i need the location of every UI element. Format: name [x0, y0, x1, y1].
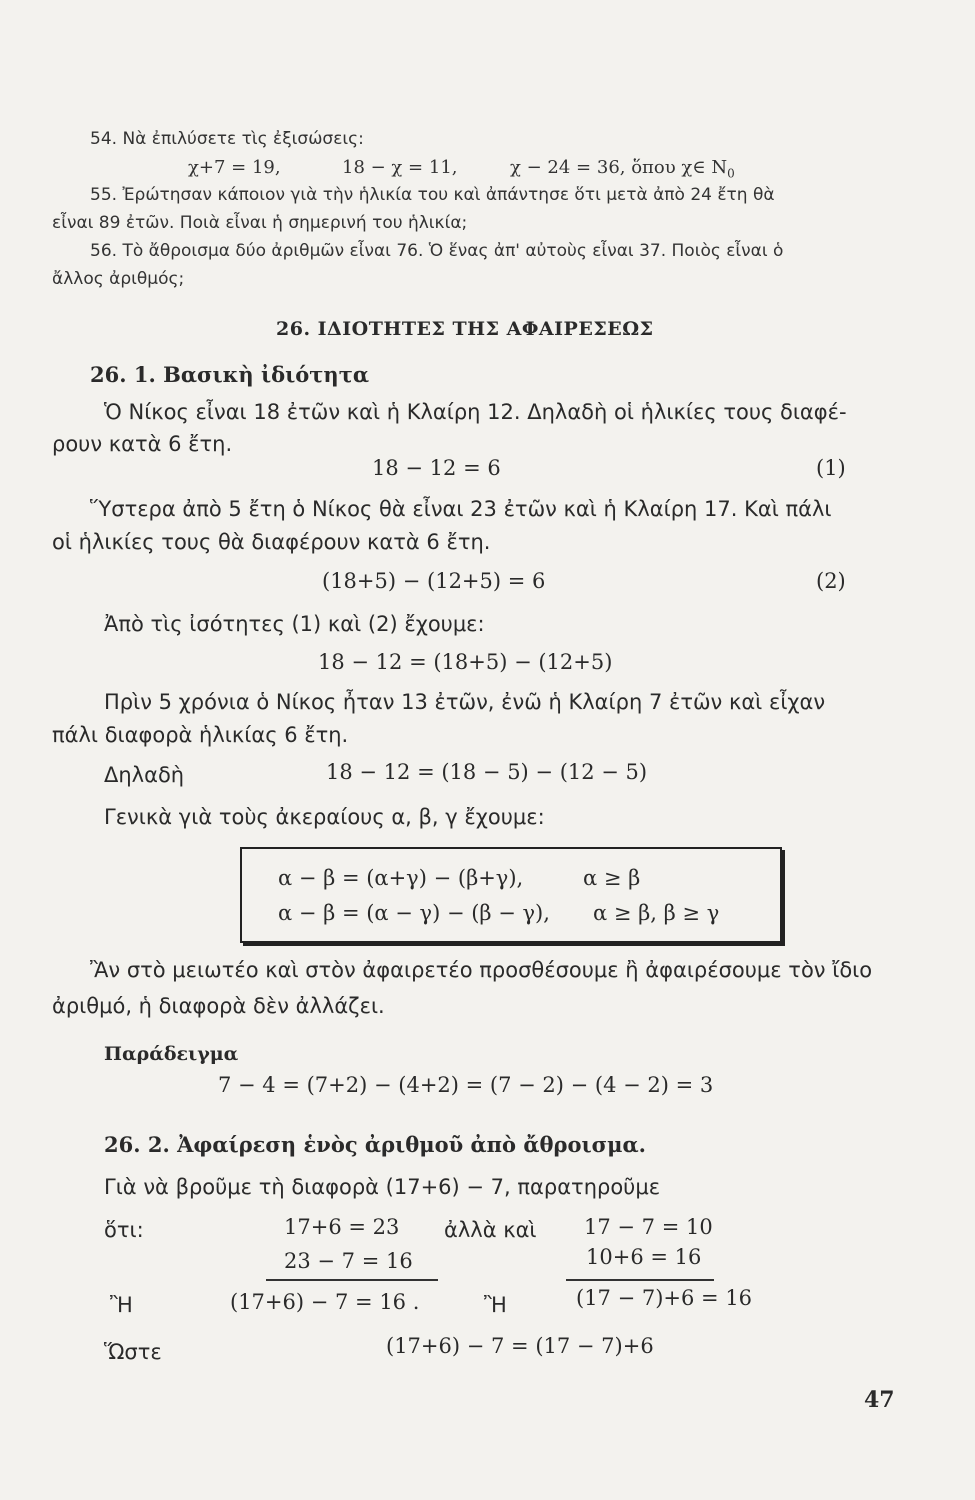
- exercise-55-line-2: εἶναι 89 ἐτῶν. Ποιὰ εἶναι ἡ σημερινή του ἡλικία;: [52, 213, 468, 233]
- paragraph-1-line-2: ρουν κατὰ 6 ἔτη.: [52, 432, 233, 456]
- subsection-26-2-intro: Γιὰ νὰ βροῦμε τὴ διαφορὰ (17+6) − 7, παρατηροῦμε: [104, 1175, 661, 1199]
- box-equation-2: α − β = (α − γ) − (β − γ),: [278, 901, 550, 925]
- exercise-54-equation-2: 18 − χ = 11,: [342, 157, 458, 178]
- subsection-26-1-heading: 26. 1. Βασικὴ ἰδιότητα: [90, 362, 369, 387]
- equation-1: 18 − 12 = 6: [372, 456, 501, 480]
- left-equation-3: (17+6) − 7 = 16 .: [230, 1290, 420, 1314]
- exercise-56-line-2: ἄλλος ἀριθμός;: [52, 269, 185, 289]
- exercise-56-line-1: 56. Τὸ ἄθροισμα δύο ἀριθμῶν εἶναι 76. Ὁ ἕνας ἀπ' αὐτοὺς εἶναι 37. Ποιὸς εἶναι ὁ: [90, 241, 784, 261]
- right-equation-3: (17 − 7)+6 = 16: [576, 1286, 753, 1310]
- paragraph-7-line-2: ἀριθμό, ἡ διαφορὰ δὲν ἀλλάζει.: [52, 994, 385, 1018]
- natural-numbers-subscript: 0: [727, 166, 735, 181]
- right-sum-rule: [566, 1279, 714, 1281]
- page-number: 47: [864, 1387, 895, 1413]
- equation-3: 18 − 12 = (18+5) − (12+5): [318, 650, 613, 674]
- oti-label: ὅτι:: [104, 1218, 144, 1242]
- oste-label: Ὥστε: [104, 1340, 162, 1364]
- subsection-26-2-heading: 26. 2. Ἀφαίρεση ἑνὸς ἀριθμοῦ ἀπὸ ἄθροισμα.: [104, 1132, 646, 1157]
- i-label-2: Ἢ: [484, 1293, 507, 1317]
- right-equation-2: 10+6 = 16: [586, 1245, 702, 1269]
- paragraph-4-line-1: Πρὶν 5 χρόνια ὁ Νίκος ἦταν 13 ἐτῶν, ἐνῶ ἡ Κλαίρη 7 ἐτῶν καὶ εἶχαν: [104, 690, 826, 714]
- paragraph-3: Ἀπὸ τὶς ἰσότητες (1) καὶ (2) ἔχουμε:: [104, 612, 485, 636]
- paragraph-1-line-1: Ὁ Νίκος εἶναι 18 ἐτῶν καὶ ἡ Κλαίρη 12. Δηλαδὴ οἱ ἡλικίες τους διαφέ-: [104, 400, 847, 424]
- left-equation-1: 17+6 = 23: [284, 1215, 400, 1239]
- example-equation: 7 − 4 = (7+2) − (4+2) = (7 − 2) − (4 − 2) = 3: [218, 1073, 714, 1097]
- exercise-55-line-1: 55. Ἐρώτησαν κάποιον γιὰ τὴν ἡλικία του καὶ ἀπάντησε ὅτι μετὰ ἀπὸ 24 ἔτη θὰ: [90, 185, 775, 205]
- equation-2-tag: (2): [816, 569, 846, 593]
- example-heading: Παράδειγμα: [104, 1043, 239, 1065]
- paragraph-7-line-1: Ἂν στὸ μειωτέο καὶ στὸν ἀφαιρετέο προσθέσουμε ἢ ἀφαιρέσουμε τὸν ἴδιο: [90, 958, 873, 982]
- section-title: 26. ΙΔΙΟΤΗΤΕΣ ΤΗΣ ΑΦΑΙΡΕΣΕΩΣ: [276, 318, 654, 340]
- equation-2: (18+5) − (12+5) = 6: [322, 569, 546, 593]
- exercise-54-equation-3-text: χ − 24 = 36, ὅπου χ∈ N: [510, 157, 728, 178]
- paragraph-4-line-2: πάλι διαφορὰ ἡλικίας 6 ἔτη.: [52, 723, 349, 747]
- equation-4: 18 − 12 = (18 − 5) − (12 − 5): [326, 760, 648, 784]
- box-equation-1: α − β = (α+γ) − (β+γ),: [278, 866, 524, 890]
- i-label-1: Ἢ: [110, 1293, 133, 1317]
- left-sum-rule: [266, 1279, 438, 1281]
- paragraph-6: Γενικὰ γιὰ τοὺς ἀκεραίους α, β, γ ἔχουμε:: [104, 805, 545, 829]
- box-condition-2: α ≥ β, β ≥ γ: [593, 901, 720, 925]
- paragraph-2-line-1: Ὕστερα ἀπὸ 5 ἔτη ὁ Νίκος θὰ εἶναι 23 ἐτῶν καὶ ἡ Κλαίρη 17. Καὶ πάλι: [90, 497, 832, 521]
- right-equation-1: 17 − 7 = 10: [584, 1215, 713, 1239]
- alla-kai-label: ἀλλὰ καὶ: [444, 1218, 537, 1242]
- left-equation-2: 23 − 7 = 16: [284, 1249, 413, 1273]
- paragraph-5-label: Δηλαδὴ: [104, 763, 185, 787]
- paragraph-2-line-2: οἱ ἡλικίες τους θὰ διαφέρουν κατὰ 6 ἔτη.: [52, 530, 491, 554]
- exercise-54-equation-3: [510, 157, 735, 181]
- exercise-54-equation-1: χ+7 = 19,: [188, 157, 281, 178]
- final-equation: (17+6) − 7 = (17 − 7)+6: [386, 1334, 654, 1358]
- box-condition-1: α ≥ β: [583, 866, 641, 890]
- equation-1-tag: (1): [816, 456, 846, 480]
- property-box: [240, 847, 782, 943]
- exercise-54-label: 54. Νὰ ἐπιλύσετε τὶς ἐξισώσεις:: [90, 129, 364, 149]
